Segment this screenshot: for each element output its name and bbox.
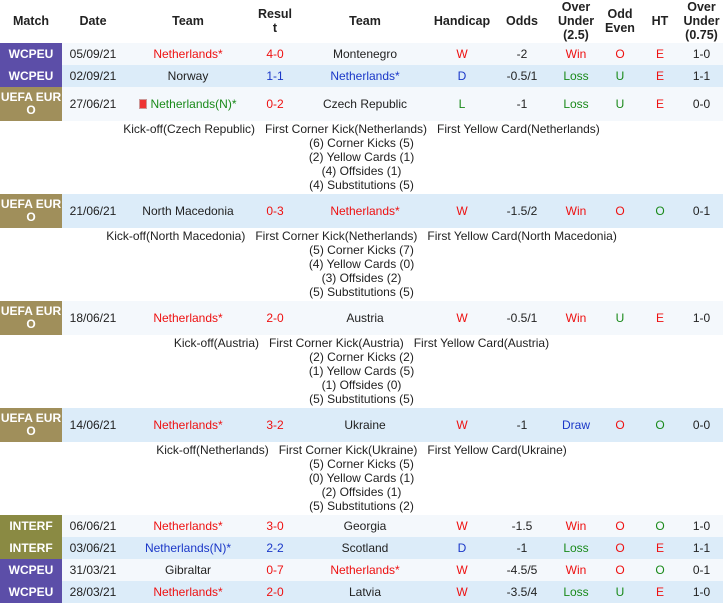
first-events-line: Kick-off(Czech Republic) First Corner Kick(Netherlands) First Yellow Card(Netherlands) <box>123 122 600 136</box>
match-date: 05/09/21 <box>62 43 124 66</box>
match-row[interactable] <box>0 559 723 581</box>
over-under-25: O <box>600 537 640 559</box>
result-indicator: W <box>432 408 492 442</box>
away-team[interactable]: Netherlands* <box>298 194 432 228</box>
header-team-home: Team <box>124 0 252 43</box>
odds-result: Loss <box>552 581 600 603</box>
stat-line: (3) Offsides (2) <box>321 271 402 285</box>
half-time-score: 0-1 <box>680 194 723 228</box>
stat-line: (4) Yellow Cards (0) <box>308 257 415 271</box>
over-under-25: U <box>600 301 640 335</box>
stat-line: (1) Offsides (0) <box>321 378 402 392</box>
score: 4-0 <box>252 43 298 66</box>
odd-even: E <box>640 87 680 121</box>
match-date: 14/06/21 <box>62 408 124 442</box>
header-ht: HT <box>640 0 680 43</box>
stat-line: (4) Substitutions (5) <box>309 178 414 192</box>
half-time-score: 1-1 <box>680 537 723 559</box>
away-team[interactable]: Georgia <box>298 515 432 537</box>
match-date: 27/06/21 <box>62 87 124 121</box>
match-details-row <box>0 335 723 408</box>
competition-badge[interactable]: INTERF <box>0 515 62 537</box>
competition-badge[interactable]: WCPEU <box>0 43 62 66</box>
odds-result: Win <box>552 194 600 228</box>
competition-badge[interactable]: WCPEU <box>0 559 62 581</box>
odd-even: E <box>640 537 680 559</box>
result-indicator: W <box>432 43 492 66</box>
away-team[interactable]: Montenegro <box>298 43 432 66</box>
result-indicator: W <box>432 301 492 335</box>
header-match: Match <box>0 0 62 43</box>
header-over-under-25: Over Under (2.5) <box>552 0 600 43</box>
home-team-name: Netherlands(N)* <box>150 97 237 111</box>
match-details-row <box>0 121 723 194</box>
home-team[interactable]: Netherlands(N)* <box>124 537 252 559</box>
odds-result: Win <box>552 301 600 335</box>
odds-result: Win <box>552 559 600 581</box>
match-date: 03/06/21 <box>62 537 124 559</box>
over-under-25: O <box>600 559 640 581</box>
score: 3-2 <box>252 408 298 442</box>
half-time-score: 0-0 <box>680 408 723 442</box>
header-over-under-075: Over Under (0.75) <box>680 0 723 43</box>
home-team[interactable]: Netherlands* <box>124 581 252 603</box>
odds-result: Win <box>552 43 600 66</box>
handicap: -1 <box>492 87 552 121</box>
header-handicap: Handicap <box>432 0 492 43</box>
stat-line: (5) Substitutions (2) <box>309 499 414 513</box>
odd-even: E <box>640 301 680 335</box>
header-row <box>0 0 723 43</box>
competition-badge[interactable]: UEFA EUR O <box>0 87 62 121</box>
away-team[interactable]: Czech Republic <box>298 87 432 121</box>
match-row[interactable] <box>0 65 723 87</box>
first-events-line: Kick-off(Netherlands) First Corner Kick(Ukraine) First Yellow Card(Ukraine) <box>156 443 567 457</box>
home-team[interactable]: Netherlands* <box>124 408 252 442</box>
header-date: Date <box>62 0 124 43</box>
away-team[interactable]: Latvia <box>298 581 432 603</box>
half-time-score: 1-0 <box>680 301 723 335</box>
match-row[interactable] <box>0 408 723 442</box>
away-team[interactable]: Netherlands* <box>298 559 432 581</box>
flag-icon <box>139 99 147 109</box>
match-row[interactable] <box>0 301 723 335</box>
score: 0-3 <box>252 194 298 228</box>
handicap: -3.5/4 <box>492 581 552 603</box>
away-team[interactable]: Ukraine <box>298 408 432 442</box>
home-team[interactable]: Netherlands* <box>124 301 252 335</box>
stat-line: (2) Yellow Cards (1) <box>308 150 415 164</box>
header-result: Resul t <box>252 0 298 43</box>
result-indicator: D <box>432 65 492 87</box>
stat-line: (5) Substitutions (5) <box>309 285 414 299</box>
handicap: -1 <box>492 537 552 559</box>
odds-result: Draw <box>552 408 600 442</box>
first-events-line: Kick-off(North Macedonia) First Corner Kick(Netherlands) First Yellow Card(North Macedonia) <box>106 229 617 243</box>
odd-even: E <box>640 43 680 66</box>
over-under-25: O <box>600 408 640 442</box>
home-team[interactable]: North Macedonia <box>124 194 252 228</box>
match-date: 28/03/21 <box>62 581 124 603</box>
match-date: 06/06/21 <box>62 515 124 537</box>
match-row[interactable] <box>0 581 723 603</box>
header-odd-even: Odd Even <box>600 0 640 43</box>
half-time-score: 1-1 <box>680 65 723 87</box>
odd-even: O <box>640 515 680 537</box>
half-time-score: 0-0 <box>680 87 723 121</box>
first-events-line: Kick-off(Austria) First Corner Kick(Austria) First Yellow Card(Austria) <box>173 336 550 350</box>
competition-badge[interactable]: WCPEU <box>0 581 62 603</box>
match-date: 21/06/21 <box>62 194 124 228</box>
stat-line: (2) Offsides (1) <box>321 485 402 499</box>
match-details-row <box>0 228 723 301</box>
home-team[interactable]: Gibraltar <box>124 559 252 581</box>
over-under-25: U <box>600 87 640 121</box>
home-team[interactable] <box>124 87 252 121</box>
result-indicator: W <box>432 515 492 537</box>
score: 2-0 <box>252 301 298 335</box>
match-date: 18/06/21 <box>62 301 124 335</box>
handicap: -2 <box>492 43 552 66</box>
handicap: -4.5/5 <box>492 559 552 581</box>
result-indicator: D <box>432 537 492 559</box>
stat-line: (5) Corner Kicks (5) <box>309 457 414 471</box>
match-row[interactable] <box>0 87 723 121</box>
match-date: 02/09/21 <box>62 65 124 87</box>
score: 3-0 <box>252 515 298 537</box>
match-details <box>0 121 723 194</box>
competition-badge[interactable]: UEFA EUR O <box>0 194 62 228</box>
result-indicator: L <box>432 87 492 121</box>
handicap: -1.5 <box>492 515 552 537</box>
home-team[interactable]: Netherlands* <box>124 515 252 537</box>
match-details-row <box>0 442 723 515</box>
odd-even: O <box>640 194 680 228</box>
score: 2-0 <box>252 581 298 603</box>
odd-even: O <box>640 408 680 442</box>
stat-line: (5) Corner Kicks (7) <box>309 243 414 257</box>
stat-line: (2) Corner Kicks (2) <box>309 350 414 364</box>
away-team[interactable]: Scotland <box>298 537 432 559</box>
match-row[interactable] <box>0 43 723 66</box>
half-time-score: 0-1 <box>680 559 723 581</box>
match-row[interactable] <box>0 537 723 559</box>
half-time-score: 1-0 <box>680 43 723 66</box>
competition-badge[interactable]: UEFA EUR O <box>0 301 62 335</box>
away-team[interactable]: Austria <box>298 301 432 335</box>
over-under-25: U <box>600 581 640 603</box>
over-under-25: O <box>600 194 640 228</box>
odd-even: E <box>640 581 680 603</box>
home-team[interactable]: Netherlands* <box>124 43 252 66</box>
odd-even: O <box>640 559 680 581</box>
competition-badge[interactable]: UEFA EUR O <box>0 408 62 442</box>
stat-line: (5) Substitutions (5) <box>309 392 414 406</box>
stat-line: (6) Corner Kicks (5) <box>309 136 414 150</box>
odds-result: Loss <box>552 65 600 87</box>
header-team-away: Team <box>298 0 432 43</box>
odds-result: Win <box>552 515 600 537</box>
competition-badge[interactable]: INTERF <box>0 537 62 559</box>
match-row[interactable] <box>0 515 723 537</box>
match-row[interactable] <box>0 194 723 228</box>
handicap: -1 <box>492 408 552 442</box>
half-time-score: 1-0 <box>680 515 723 537</box>
result-indicator: W <box>432 581 492 603</box>
handicap: -0.5/1 <box>492 65 552 87</box>
odds-result: Loss <box>552 87 600 121</box>
over-under-25: U <box>600 65 640 87</box>
header-odds: Odds <box>492 0 552 43</box>
odd-even: E <box>640 65 680 87</box>
half-time-score: 1-0 <box>680 581 723 603</box>
score: 2-2 <box>252 537 298 559</box>
score: 0-2 <box>252 87 298 121</box>
home-team[interactable]: Norway <box>124 65 252 87</box>
match-details <box>0 228 723 301</box>
score: 1-1 <box>252 65 298 87</box>
match-details <box>0 442 723 515</box>
result-indicator: W <box>432 559 492 581</box>
over-under-25: O <box>600 515 640 537</box>
stat-line: (0) Yellow Cards (1) <box>308 471 415 485</box>
odds-result: Loss <box>552 537 600 559</box>
over-under-25: O <box>600 43 640 66</box>
result-indicator: W <box>432 194 492 228</box>
handicap: -0.5/1 <box>492 301 552 335</box>
handicap: -1.5/2 <box>492 194 552 228</box>
stat-line: (4) Offsides (1) <box>321 164 402 178</box>
away-team[interactable]: Netherlands* <box>298 65 432 87</box>
match-date: 31/03/21 <box>62 559 124 581</box>
match-details <box>0 335 723 408</box>
stat-line: (1) Yellow Cards (5) <box>308 364 415 378</box>
competition-badge[interactable]: WCPEU <box>0 65 62 87</box>
score: 0-7 <box>252 559 298 581</box>
